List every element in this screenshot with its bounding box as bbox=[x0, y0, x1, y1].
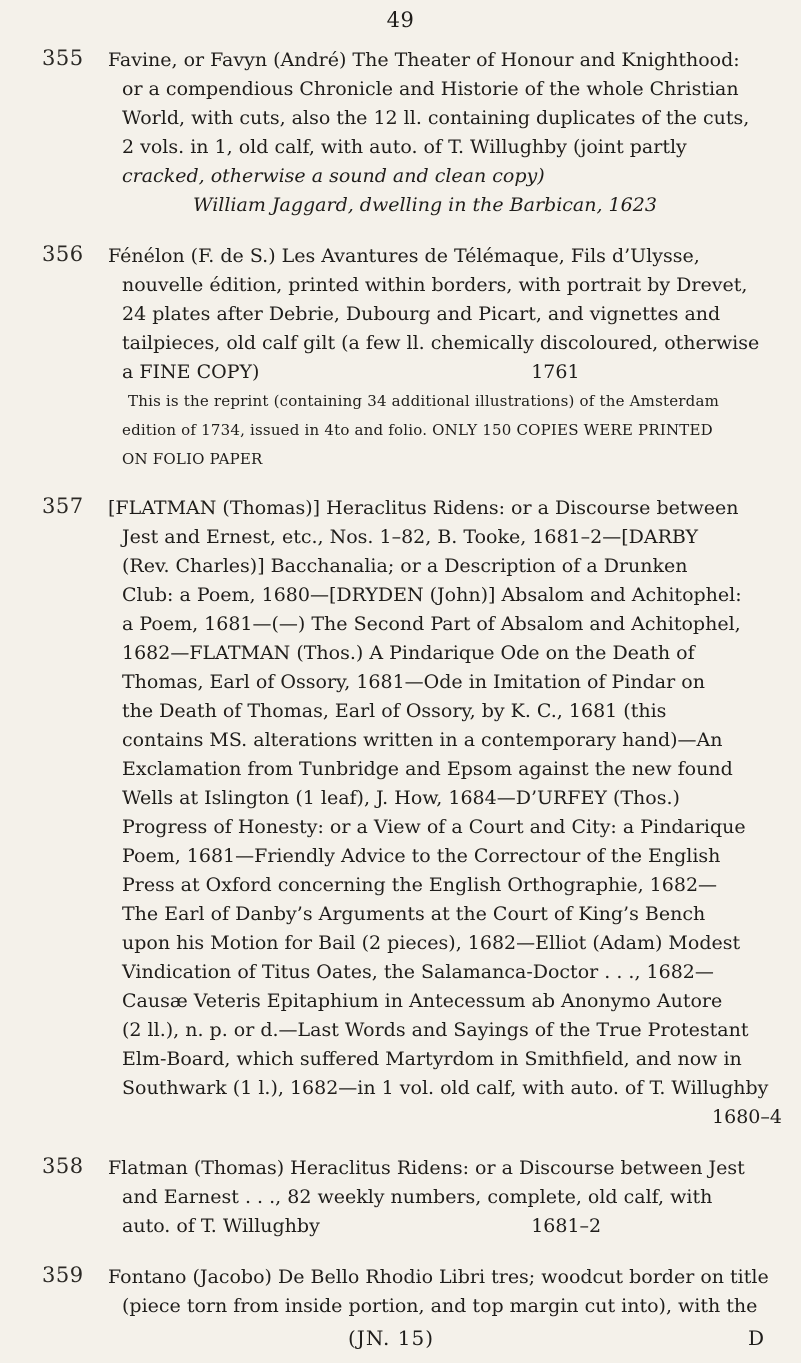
entry-line: (2 ll.), n. p. or d.—Last Words and Sayings of the True Protestant bbox=[122, 1019, 749, 1041]
entry-line: Vindication of Titus Oates, the Salamanca-Doctor . . ., 1682— bbox=[122, 961, 714, 983]
entry-imprint: William Jaggard, dwelling in the Barbican, 1623 bbox=[193, 194, 657, 216]
entry-line: Causæ Veteris Epitaphium in Antecessum ab Anonymo Autore bbox=[122, 990, 723, 1012]
entry-note: ON FOLIO PAPER bbox=[122, 450, 263, 468]
entry-line: nouvelle édition, printed within borders, with portrait by Drevet, bbox=[122, 274, 748, 296]
catalogue-entry bbox=[42, 1263, 782, 1320]
entry-date: 1680–4 bbox=[712, 1106, 782, 1128]
entry-line: (Rev. Charles)] Bacchanalia; or a Description of a Drunken bbox=[122, 555, 688, 577]
entry-line: Elm-Board, which suffered Martyrdom in Smithfield, and now in bbox=[122, 1048, 742, 1070]
catalogue-entry bbox=[42, 1154, 782, 1241]
entry-line: a Poem, 1681—(—) The Second Part of Absalom and Achitophel, bbox=[122, 613, 741, 635]
entry-text bbox=[108, 1263, 782, 1320]
entry-line: Progress of Honesty: or a View of a Court and City: a Pindarique bbox=[122, 816, 746, 838]
entry-line: a FINE COPY) 1761 bbox=[122, 361, 580, 383]
entry-line: Southwark (1 l.), 1682—in 1 vol. old calf, with auto. of T. Willughby bbox=[122, 1077, 769, 1099]
entry-text bbox=[108, 242, 782, 474]
entry-line: Exclamation from Tunbridge and Epsom against the new found bbox=[122, 758, 733, 780]
entry-line: the Death of Thomas, Earl of Ossory, by K. C., 1681 (this bbox=[122, 700, 667, 722]
entry-line: Thomas, Earl of Ossory, 1681—Ode in Imitation of Pindar on bbox=[122, 671, 705, 693]
entry-text bbox=[108, 46, 782, 220]
entry-number: 355 bbox=[42, 46, 84, 70]
catalogue-entry bbox=[42, 46, 782, 220]
entry-line: Flatman (Thomas) Heraclitus Ridens: or a Discourse between Jest bbox=[108, 1157, 745, 1179]
entry-line: contains MS. alterations written in a contemporary hand)—An bbox=[122, 729, 723, 751]
entry-line: 24 plates after Debrie, Dubourg and Picart, and vignettes and bbox=[122, 303, 721, 325]
entry-line: (piece torn from inside portion, and top margin cut into), with the bbox=[122, 1295, 758, 1317]
gathering-letter: D bbox=[748, 1326, 765, 1350]
entry-line: tailpieces, old calf gilt (a few ll. chemically discoloured, otherwise bbox=[122, 332, 760, 354]
signature-mark: (JN. 15) bbox=[348, 1326, 435, 1350]
entry-line: The Earl of Danby’s Arguments at the Court of King’s Bench bbox=[122, 903, 706, 925]
entry-line: World, with cuts, also the 12 ll. containing duplicates of the cuts, bbox=[122, 107, 750, 129]
entry-note: This is the reprint (containing 34 additional illustrations) of the Amsterdam bbox=[128, 392, 720, 410]
page-number: 49 bbox=[386, 8, 415, 32]
entry-line: [FLATMAN (Thomas)] Heraclitus Ridens: or a Discourse between bbox=[108, 497, 739, 519]
entry-line: Fontano (Jacobo) De Bello Rhodio Libri tres; woodcut border on title bbox=[108, 1266, 769, 1288]
entry-line: 2 vols. in 1, old calf, with auto. of T. Willughby (joint partly bbox=[122, 136, 687, 158]
entry-number: 356 bbox=[42, 242, 84, 266]
entry-line: Jest and Ernest, etc., Nos. 1–82, B. Tooke, 1681–2—[DARBY bbox=[122, 526, 699, 548]
entry-line: or a compendious Chronicle and Historie of the whole Christian bbox=[122, 78, 739, 100]
entry-line: Favine, or Favyn (André) The Theater of Honour and Knighthood: bbox=[108, 49, 740, 71]
entry-note: edition of 1734, issued in 4to and folio. ONLY 150 COPIES WERE PRINTED bbox=[122, 421, 713, 439]
entry-line: upon his Motion for Bail (2 pieces), 1682—Elliot (Adam) Modest bbox=[122, 932, 741, 954]
entry-line: cracked, otherwise a sound and clean copy) bbox=[122, 165, 545, 187]
entry-line: auto. of T. Willughby 1681–2 bbox=[122, 1215, 602, 1237]
entry-line: Club: a Poem, 1680—[DRYDEN (John)] Absalom and Achitophel: bbox=[122, 584, 742, 606]
entry-number: 359 bbox=[42, 1263, 84, 1287]
entry-text bbox=[108, 494, 782, 1132]
catalogue-entry bbox=[42, 242, 782, 474]
entry-line: 1682—FLATMAN (Thos.) A Pindarique Ode on the Death of bbox=[122, 642, 695, 664]
entry-line: and Earnest . . ., 82 weekly numbers, complete, old calf, with bbox=[122, 1186, 713, 1208]
entry-line: Press at Oxford concerning the English Orthographie, 1682— bbox=[122, 874, 718, 896]
catalogue-entry bbox=[42, 494, 782, 1132]
entry-line: Poem, 1681—Friendly Advice to the Correctour of the English bbox=[122, 845, 721, 867]
entry-number: 358 bbox=[42, 1154, 84, 1178]
entry-line: Fénélon (F. de S.) Les Avantures de Télémaque, Fils d’Ulysse, bbox=[108, 245, 700, 267]
entry-line: Wells at Islington (1 leaf), J. How, 1684—D’URFEY (Thos.) bbox=[122, 787, 680, 809]
entry-text bbox=[108, 1154, 782, 1241]
entry-number: 357 bbox=[42, 494, 84, 518]
